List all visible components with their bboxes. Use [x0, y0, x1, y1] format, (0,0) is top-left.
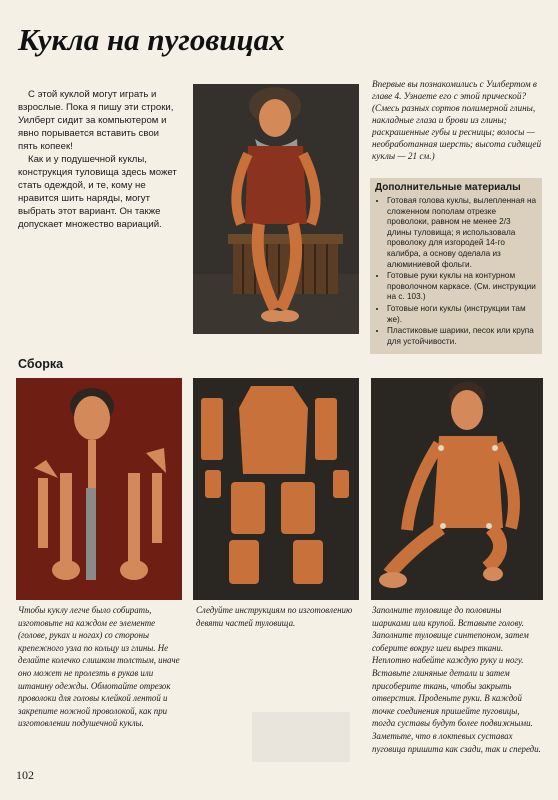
photo-caption: Впервые вы познакомились с Уилбертом в главе 4. Узнаете его с этой прической? (Смесь разных сортов полимерной глины, накладные глаза и брови из глины; раскрашенные губы и ресницы; волосы — необработанная шерсть; высота сидящей куклы — 21 см.): [372, 79, 542, 161]
page-title: Кукла на пуговицах: [18, 22, 285, 57]
materials-item: • Пластиковые шарики, песок или крупа для устойчивости.: [387, 326, 537, 347]
intro-text: [18, 88, 178, 231]
section-heading: Сборка: [18, 357, 64, 371]
intro-paragraph-1: С этой куклой могут играть и взрослые. Пока я пишу эти строки, Уилберт сидит за компьютером и явно порывается вставить свои пять копеек!: [18, 89, 174, 152]
caption-left: Чтобы куклу легче было собирать, изготовьте на каждом ее элементе (голове, руках и ногах) со стороны крепежного узла по кольцу из глины. Не делайте колечко слишком толстым, иначе оно может не пролезть в рукав или штанину одежды. Обмотайте отрезок проволоки для головы клейкой лентой и закрепите ножной проволокой, как при изготовлении подушечной куклы.: [18, 605, 180, 729]
materials-item: • Готовые руки куклы на контурном проволочном каркасе. (См. инструкции на с. 103.): [387, 271, 537, 303]
materials-list: [375, 196, 537, 347]
photo-doll-parts: [16, 378, 182, 600]
caption-right: Заполните туловище до половины шариками или крупой. Вставьте голову. Заполните туловище синтепоном, затем соберите вокруг шеи вырез ткани. Неплотно набейте каждую руку и ногу. Вставьте глиняные детали и затем присоберите ткань, чтобы закрыть отверстия. Проденьте руки. В каждой точке соединения пришейте пуговицы, тогда суставы будут более подвижными. Заметьте, что в локтевых суставах пуговица пришита как сзади, так и спереди.: [372, 605, 541, 754]
materials-heading: Дополнительные материалы: [375, 182, 521, 193]
photo-body-pieces: [193, 378, 359, 600]
photo-seated-doll: [193, 84, 359, 334]
page-number: 102: [16, 768, 34, 782]
materials-box: [370, 178, 542, 354]
photo-assembled-doll: [371, 378, 543, 600]
materials-item: • Готовая голова куклы, вылепленная на сложенном пополам отрезке проволоки, равном не менее 2/3 длины туловища; я использовала проволоку для изгородей 14-го калибра, а основу оделала из алюминиевой фольги.: [387, 196, 537, 270]
caption-middle: Следуйте инструкциям по изготовлению девяти частей туловища.: [196, 605, 353, 628]
materials-item: • Готовые ноги куклы (инструкции там же).: [387, 304, 537, 325]
intro-paragraph-2: Как и у подушечной куклы, конструкция туловища здесь может стать одеждой, и те, кому не нравится шить наряды, могут выбрать этот вариант. Он также допускает множество вариаций.: [18, 154, 177, 230]
show-through-smudge: [252, 712, 350, 762]
